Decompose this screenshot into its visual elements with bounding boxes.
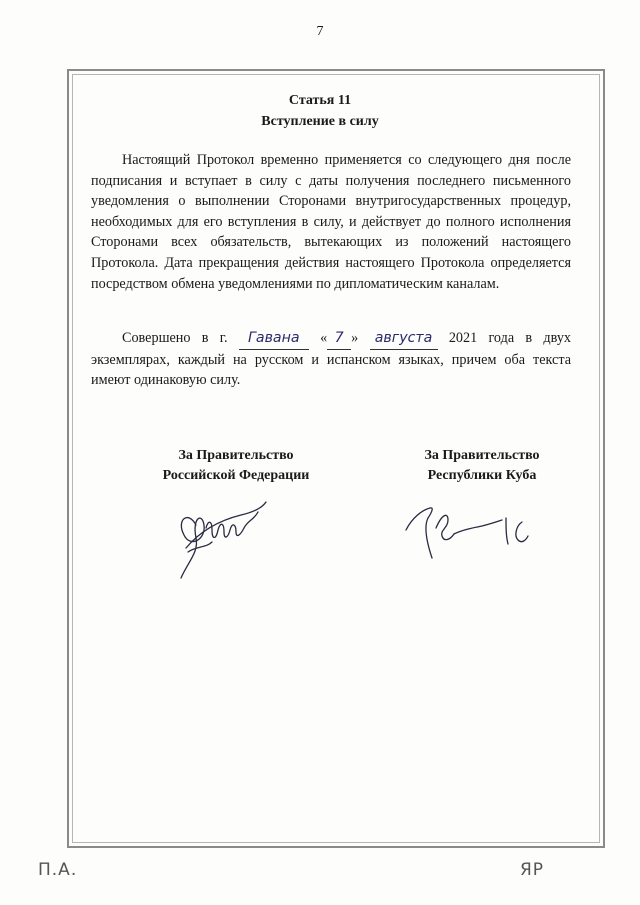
russia-signatory-line1: За Правительство [178,448,294,463]
initials-right: ЯР [520,860,545,880]
cuba-signatory-heading [382,446,582,486]
cuba-signature-image [398,500,538,565]
handwritten-day: 7 [327,328,351,350]
initials-left: П.А. [38,860,78,880]
done-at-prefix: Совершено в г. [122,330,228,346]
article-title: Вступление в силу [261,114,379,129]
done-at-paragraph [91,328,571,391]
day-open-quote: « [320,330,328,346]
handwritten-city: Гавана [239,328,309,350]
cuba-signatory-line2: Республики Куба [427,468,537,483]
russia-signatory-line2: Российской Федерации [162,468,310,483]
cuba-signatory-line1: За Правительство [424,448,540,463]
page-number: 7 [316,24,324,39]
article-number: Статья 11 [288,93,352,108]
done-at-suffix: 2021 года в двух экземплярах, каждый на русском и испанском языках, причем оба текста имеют одинаковую силу. [91,330,572,389]
day-close-quote: » [351,330,359,346]
russia-signature-image [166,490,276,585]
russia-signatory-heading [126,446,346,486]
entry-into-force-paragraph: Настоящий Протокол временно применяется со следующего дня после подписания и вступает в силу с даты получения последнего письменного уведомления о выполнении Сторонами внутригосударственных процедур, необходимых для его вступления в силу, и действует до полного исполнения Сторонами всех обязательств, вытекающих из положений настоящего Протокола. Дата прекращения действия настоящего Протокола определяется посредством обмена уведомлениями по дипломатическим каналам. [91,152,571,292]
handwritten-month: августа [370,328,438,350]
